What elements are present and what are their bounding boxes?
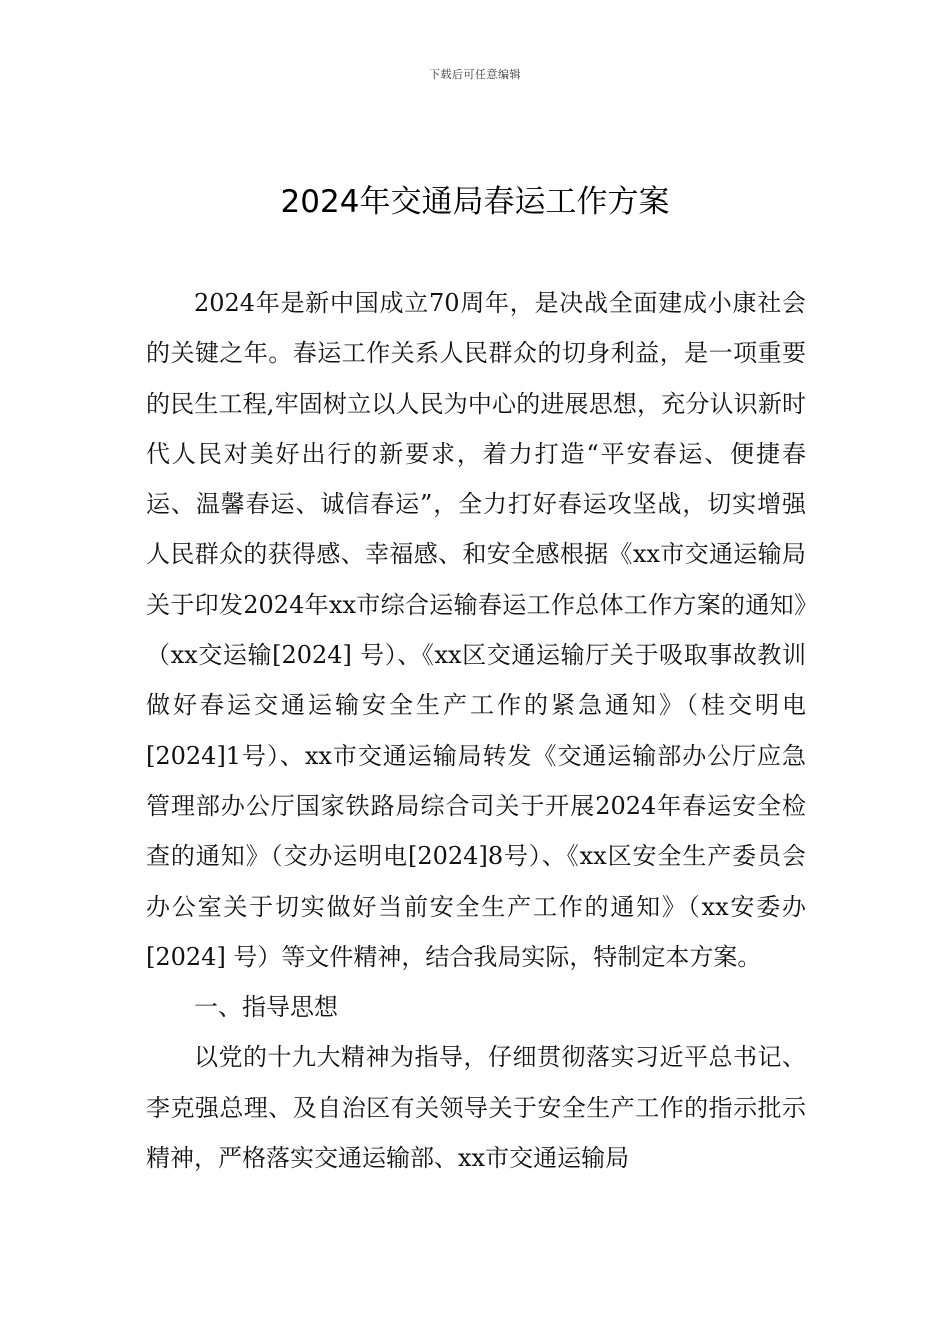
paragraph-intro: 2024年是新中国成立70周年，是决战全面建成小康社会的关键之年。春运工作关系人民群众的切身利益，是一项重要的民生工程,牢固树立以人民为中心的进展思想，充分认识新时代人民对美好出行的新要求，着力打造“平安春运、便捷春运、温馨春运、诚信春运”，全力打好春运攻坚战，切实增强人民群众的获得感、幸福感、和安全感根据《xx市交通运输局关于印发2024年xx市综合运输春运工作总体工作方案的通知》（xx交运输[2024] 号）、《xx区交通运输厅关于吸取事故教训做好春运交通运输安全生产工作的紧急通知》（桂交明电[2024]1号）、xx市交通运输局转发《交通运输部办公厅应急管理部办公厅国家铁路局综合司关于开展2024年春运安全检查的通知》（交办运明电[2024]8号）、《xx区安全生产委员会办公室关于切实做好当前安全生产工作的通知》（xx安委办[2024] 号）等文件精神，结合我局实际，特制定本方案。 <box>146 289 806 971</box>
document-title: 2024年交通局春运工作方案 <box>280 184 670 220</box>
section-heading-guiding-ideology: 一、指导思想 <box>194 993 338 1022</box>
document-body <box>146 278 806 1183</box>
header-note: 下载后可任意编辑 <box>429 68 521 81</box>
paragraph-guiding-ideology: 以党的十九大精神为指导，仔细贯彻落实习近平总书记、李克强总理、及自治区有关领导关于安全生产工作的指示批示精神，严格落实交通运输部、xx市交通运输局 <box>146 1043 806 1173</box>
